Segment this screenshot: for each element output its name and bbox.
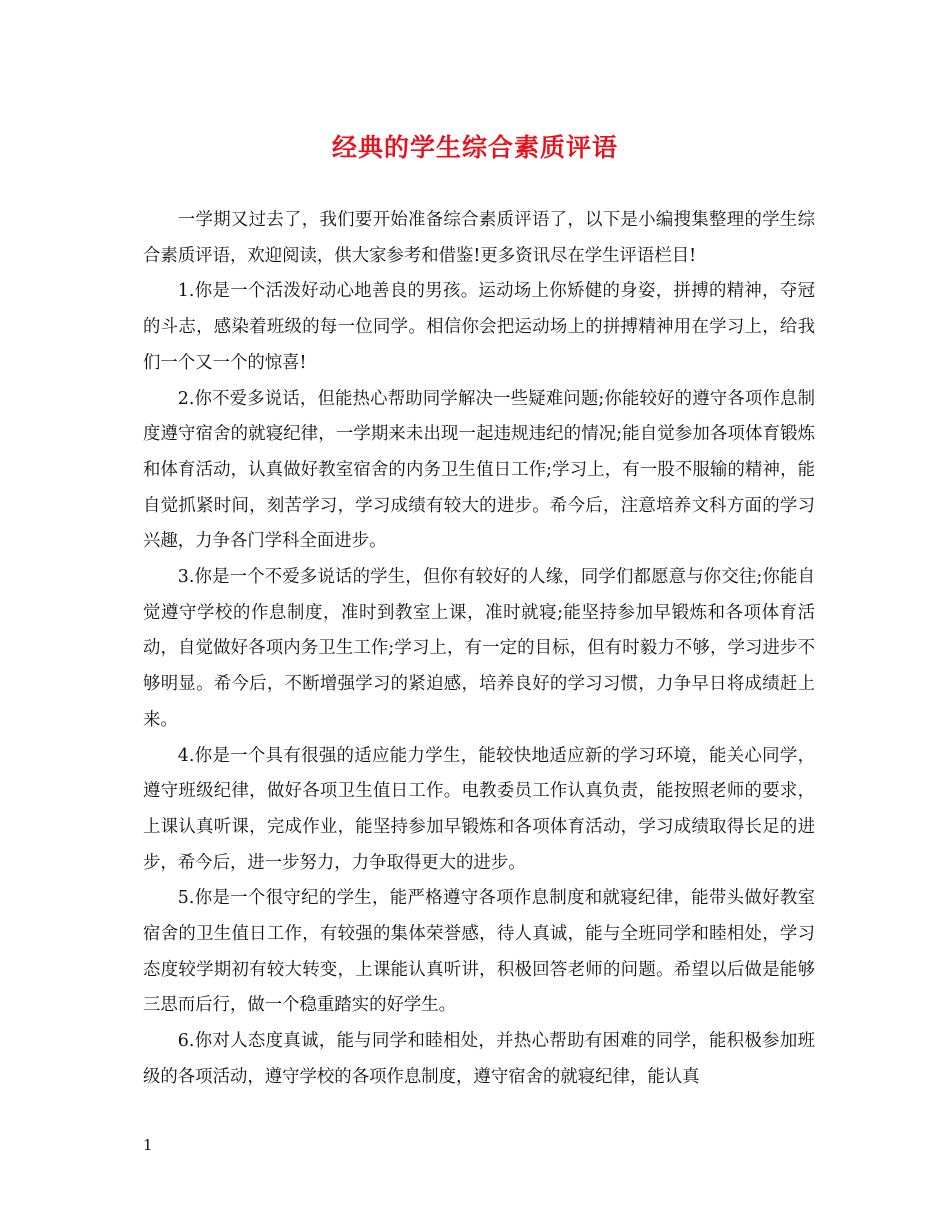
comment-paragraph-3: 3.你是一个不爱多说话的学生，但你有较好的人缘，同学们都愿意与你交往;你能自觉遵守学校的作息制度，准时到教室上课，准时就寝;能坚持参加早锻炼和各项体育活动，自觉做好各项内务卫生工作;学习上，有一定的目标，但有时毅力不够，学习进步不够明显。希今后，不断增强学习的紧迫感，培养良好的学习习惯，力争早日将成绩赶上来。 [143,567,815,730]
comment-paragraph-6: 6.你对人态度真诚，能与同学和睦相处，并热心帮助有困难的同学，能积极参加班级的各项活动，遵守学校的各项作息制度，遵守宿舍的就寝纪律，能认真 [143,1031,815,1087]
comment-paragraph-4: 4.你是一个具有很强的适应能力学生，能较快地适应新的学习环境，能关心同学，遵守班级纪律，做好各项卫生值日工作。电教委员工作认真负责，能按照老师的要求，上课认真听课，完成作业，能坚持参加早锻炼和各项体育活动，学习成绩取得长足的进步，希今后，进一步努力，力争取得更大的进步。 [143,745,815,873]
document-body [143,203,815,1096]
page-number: 1 [143,1136,153,1154]
comment-paragraph-2: 2.你不爱多说话，但能热心帮助同学解决一些疑难问题;你能较好的遵守各项作息制度遵守宿舍的就寝纪律，一学期来未出现一起违规违纪的情况;能自觉参加各项体育锻炼和体育活动，认真做好教室宿舍的内务卫生值日工作;学习上，有一股不服输的精神，能自觉抓紧时间，刻苦学习，学习成绩有较大的进步。希今后，注意培养文科方面的学习兴趣，力争各门学科全面进步。 [143,388,815,552]
comment-paragraph-1: 1.你是一个活泼好动心地善良的男孩。运动场上你矫健的身姿，拼搏的精神，夺冠的斗志，感染着班级的每一位同学。相信你会把运动场上的拼搏精神用在学习上，给我们一个又一个的惊喜! [143,281,815,373]
document-title: 经典的学生综合素质评语 [331,133,618,162]
intro-paragraph: 一学期又过去了，我们要开始准备综合素质评语了，以下是小编搜集整理的学生综合素质评语，欢迎阅读，供大家参考和借鉴!更多资讯尽在学生评语栏目! [143,210,815,266]
comment-paragraph-5: 5.你是一个很守纪的学生，能严格遵守各项作息制度和就寝纪律，能带头做好教室宿舍的卫生值日工作，有较强的集体荣誉感，待人真诚，能与全班同学和睦相处，学习态度较学期初有较大转变，上课能认真听讲，积极回答老师的问题。希望以后做是能够三思而后行，做一个稳重踏实的好学生。 [143,888,815,1016]
